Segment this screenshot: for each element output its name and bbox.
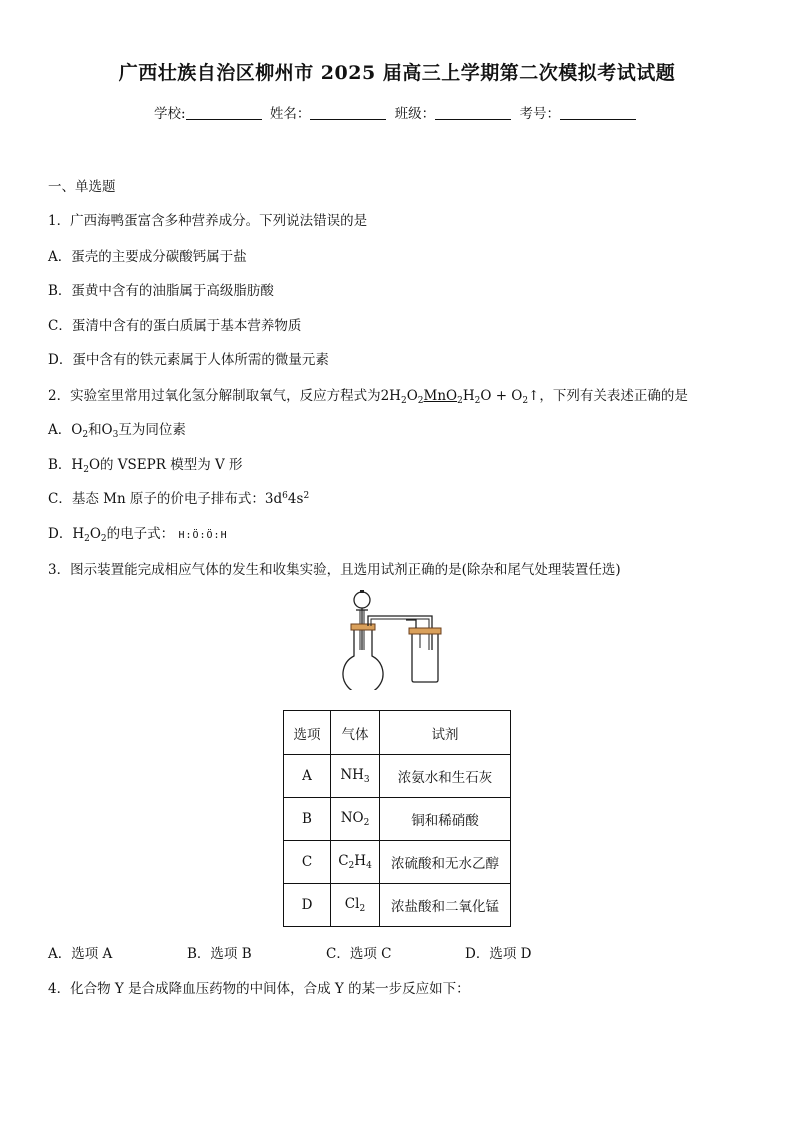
exam-number-blank[interactable] [560,105,636,120]
q1-stem: 1．广西海鸭蛋富含多种营养成分。下列说法错误的是 [48,213,368,229]
catalyst-label: MnO$_2$ [423,388,463,406]
q2-option-d: D．$H_2O_2$的电子式： H:Ö:Ö:H [48,526,228,544]
page-title: 广西壮族自治区柳州市 2025 届高三上学期第二次模拟考试试题 [118,62,676,84]
q2-option-c: C．基态 Mn 原子的价电子排布式：$3d^64s^2$ [48,491,310,507]
class-blank[interactable] [435,105,511,120]
gas-cell: $Cl_2$ [331,884,380,927]
q4-stem: 4．化合物 Y 是合成降血压药物的中间体，合成 Y 的某一步反应如下： [48,981,470,997]
table-header-cell: 选项 [284,711,331,755]
gas-cell: $NH_3$ [331,755,380,798]
q2-option-b: B．$H_2O$的 VSEPR 模型为 V 形 [48,457,243,475]
q1-option-c: C．蛋清中含有的蛋白质属于基本营养物质 [48,318,302,334]
table-header-cell: 试剂 [380,711,511,755]
exam-number-label: 考号： [519,106,560,122]
reagent-cell: 浓硫酸和无水乙醇 [380,841,511,884]
q3-answer-b: B．选项 B [187,946,252,962]
table-header-row [284,711,511,755]
table-row [284,884,511,927]
collection-bottle [406,620,441,682]
option-cell: B [284,798,331,841]
table-row [284,798,511,841]
round-flask [343,624,383,690]
reagent-cell: 浓氨水和生石灰 [380,755,511,798]
school-label: 学校: [154,106,186,122]
option-cell: C [284,841,331,884]
q1-option-d: D．蛋中含有的铁元素属于人体所需的微量元素 [48,352,329,368]
q3-answer-d: D．选项 D [465,946,532,962]
name-label: 姓名： [269,106,311,122]
lewis-structure: H:Ö:Ö:H [178,530,228,541]
table-row [284,755,511,798]
table-header-cell: 气体 [331,711,380,755]
q1-option-b: B．蛋黄中含有的油脂属于高级脂肪酸 [48,283,274,299]
section-heading: 一、单选题 [48,179,116,195]
q3-answer-a: A．选项 A [48,946,113,962]
school-blank[interactable] [186,105,262,120]
student-info-line [0,102,794,122]
gas-cell: $C_2H_4$ [331,841,380,884]
gas-apparatus-figure [340,590,450,690]
gas-cell: $NO_2$ [331,798,380,841]
reagent-cell: 浓盐酸和二氧化锰 [380,884,511,927]
option-cell: A [284,755,331,798]
reagent-table [283,710,511,927]
q2-stem: 2．实验室里常用过氧化氢分解制取氧气，反应方程式为$2H_2O_2MnO_2H_2O$ + $O_2↑$，下列有关表述正确的是 [48,388,688,406]
name-blank[interactable] [310,105,386,120]
q2-option-a: A．$O_2$和$O_3$互为同位素 [48,422,186,440]
option-cell: D [284,884,331,927]
table-row [284,841,511,884]
reagent-cell: 铜和稀硝酸 [380,798,511,841]
q3-answer-c: C．选项 C [326,946,392,962]
class-label: 班级： [394,106,436,122]
q3-stem: 3．图示装置能完成相应气体的发生和收集实验，且选用试剂正确的是(除杂和尾气处理装置任选) [48,562,621,578]
q1-option-a: A．蛋壳的主要成分碳酸钙属于盐 [48,249,247,265]
